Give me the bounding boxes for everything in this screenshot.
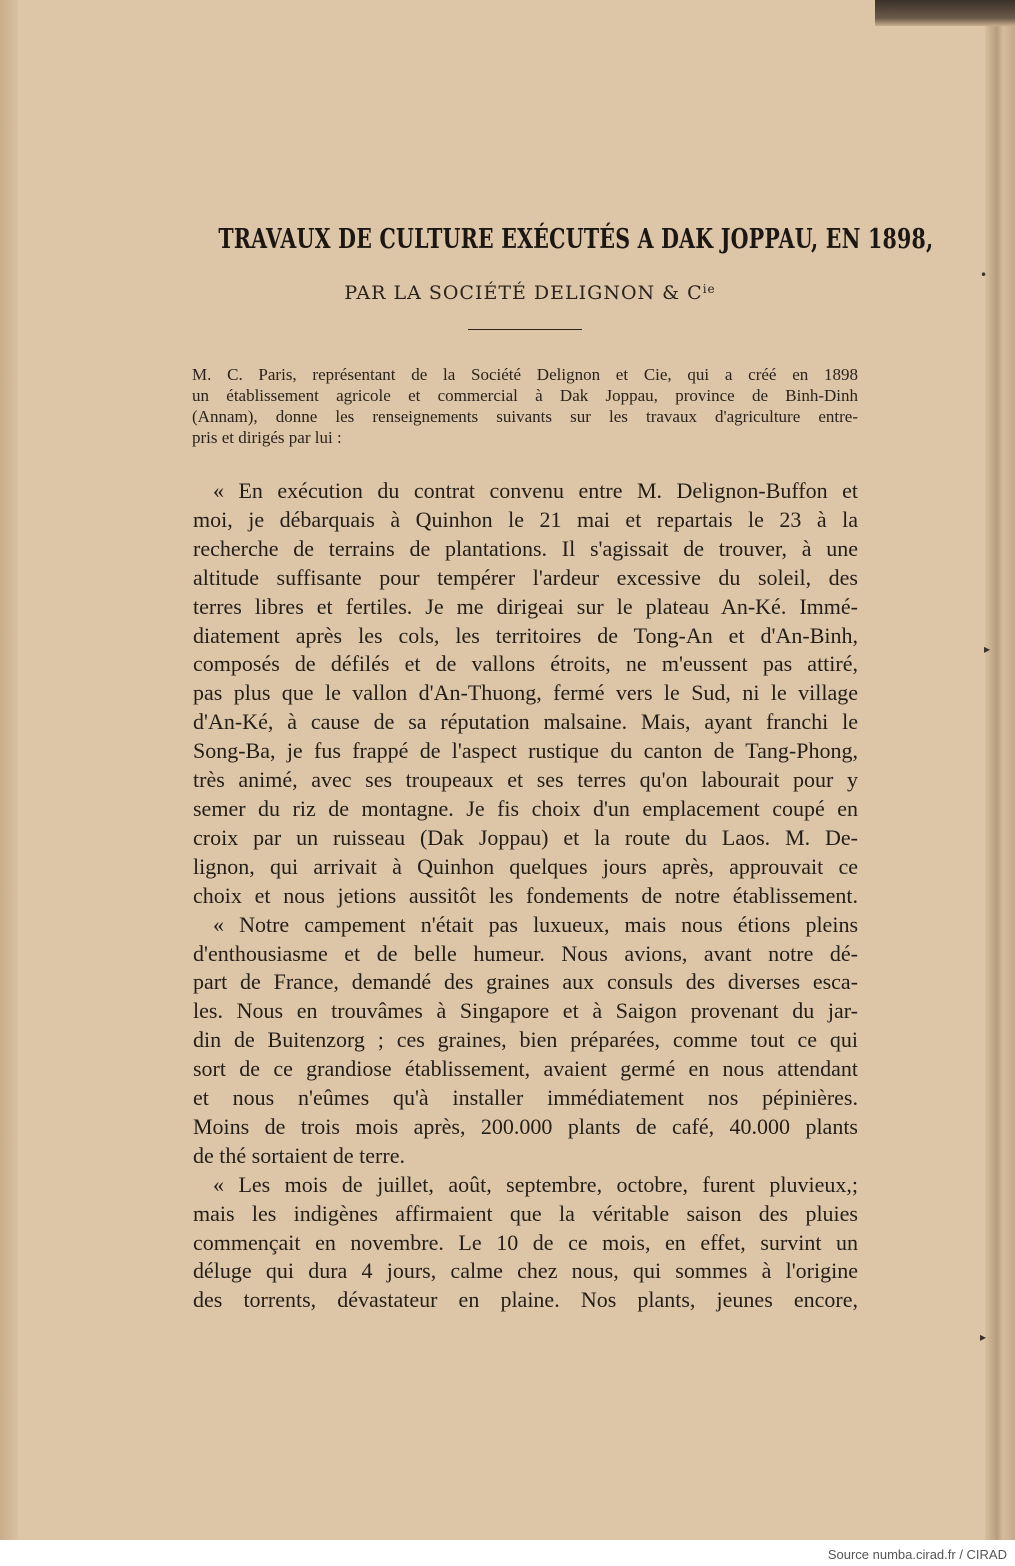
body-line: recherche de terrains de plantations. Il s'agissait de trouver, à une <box>193 535 858 561</box>
page-speck: ▸ <box>984 642 991 656</box>
body-line: semer du riz de montagne. Je fis choix d'un emplacement coupé en <box>193 795 858 821</box>
body-line: des torrents, dévastateur en plaine. Nos plants, jeunes encore, <box>193 1287 858 1313</box>
source-credit: Source numba.cirad.fr / CIRAD <box>827 1547 1007 1562</box>
book-corner <box>875 0 1015 26</box>
intro-line: pris et dirigés par lui : <box>192 428 342 447</box>
page-right-edge <box>985 0 1015 1540</box>
body-line: et nous n'eûmes qu'à installer immédiatement nos pépinières. <box>193 1085 858 1111</box>
body-line: lignon, qui arrivait à Quinhon quelques jours après, approuvait ce <box>193 853 858 879</box>
body-line: mais les indigènes affirmaient que la véritable saison des pluies <box>193 1200 858 1226</box>
body-line: altitude suffisante pour tempérer l'ardeur excessive du soleil, des <box>193 564 858 590</box>
body-text <box>193 477 858 1315</box>
article-subtitle <box>120 282 940 304</box>
body-line: « En exécution du contrat convenu entre M. Delignon-Buffon et <box>213 478 858 503</box>
subtitle-superscript: ie <box>702 282 716 296</box>
body-line: commençait en novembre. Le 10 de ce mois, en effet, survint un <box>193 1229 858 1255</box>
body-line: pas plus que le vallon d'An-Thuong, fermé vers le Sud, ni le village <box>193 680 858 706</box>
intro-line: M. C. Paris, représentant de la Société Delignon et Cie, qui a créé en 1898 <box>192 365 858 384</box>
page-left-edge <box>0 0 18 1540</box>
subtitle-text: PAR LA SOCIÉTÉ DELIGNON & C <box>344 282 703 304</box>
article-title: TRAVAUX DE CULTURE EXÉCUTÉS A DAK JOPPAU, EN 1898, <box>218 224 934 255</box>
body-line: les. Nous en trouvâmes à Singapore et à Saigon provenant du jar- <box>193 998 858 1024</box>
body-line: croix par un ruisseau (Dak Joppau) et la route du Laos. M. De- <box>193 824 858 850</box>
body-line: d'An-Ké, à cause de sa réputation malsaine. Mais, ayant franchi le <box>193 709 858 735</box>
body-line: part de France, demandé des graines aux consuls des diverses esca- <box>193 969 858 995</box>
body-line: d'enthousiasme et de belle humeur. Nous avions, avant notre dé- <box>193 940 858 966</box>
body-line: très animé, avec ses troupeaux et ses terres qu'on labourait pour y <box>193 767 858 793</box>
body-line: sort de ce grandiose établissement, avaient germé en nous attendant <box>193 1056 858 1082</box>
body-line: de thé sortaient de terre. <box>193 1142 405 1168</box>
body-line: diatement après les cols, les territoires de Tong-An et d'An-Binh, <box>193 622 858 648</box>
body-line: déluge qui dura 4 jours, calme chez nous, qui sommes à l'origine <box>193 1258 858 1284</box>
body-line: din de Buitenzorg ; ces graines, bien préparées, comme tout ce qui <box>193 1027 858 1053</box>
body-line: Song-Ba, je fus frappé de l'aspect rustique du canton de Tang-Phong, <box>193 738 858 764</box>
intro-paragraph <box>192 364 858 448</box>
body-line: choix et nous jetions aussitôt les fondements de notre établissement. <box>193 882 858 908</box>
intro-line: un établissement agricole et commercial à Dak Joppau, province de Binh-Dinh <box>192 386 858 405</box>
title-divider <box>468 329 582 330</box>
page-speck: • <box>980 268 988 282</box>
body-line: Moins de trois mois après, 200.000 plants de café, 40.000 plants <box>193 1113 858 1139</box>
intro-line: (Annam), donne les renseignements suivants sur les travaux d'agriculture entre- <box>192 407 858 426</box>
page-speck: ▸ <box>980 1330 987 1344</box>
body-line: composés de défilés et de vallons étroits, ne m'eussent pas attiré, <box>193 651 858 677</box>
body-line: moi, je débarquais à Quinhon le 21 mai et repartais le 23 à la <box>193 506 858 532</box>
body-line: « Les mois de juillet, août, septembre, octobre, furent pluvieux,; <box>213 1171 858 1197</box>
body-line: « Notre campement n'était pas luxueux, mais nous étions pleins <box>213 911 858 937</box>
body-line: terres libres et fertiles. Je me dirigeai sur le plateau An-Ké. Immé- <box>193 593 858 619</box>
